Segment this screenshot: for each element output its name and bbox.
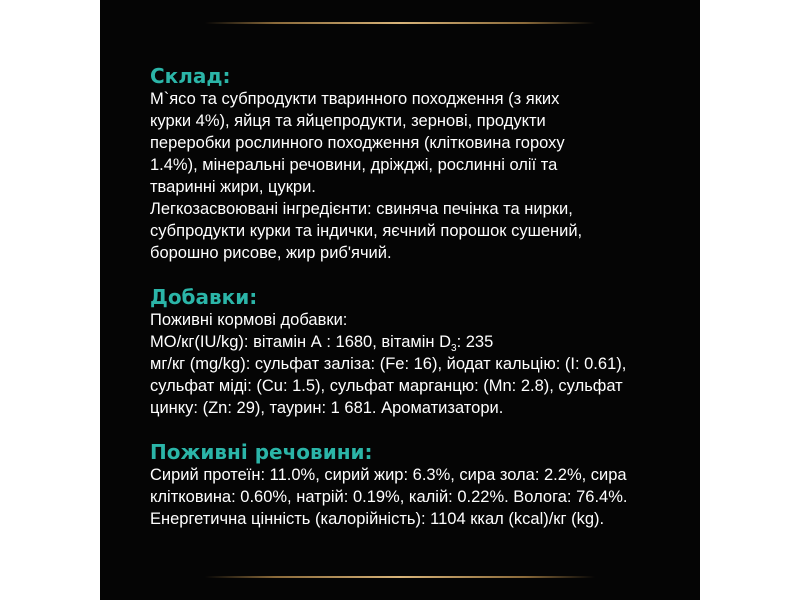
additives-heading: Добавки: [150,285,258,309]
label-panel [100,0,700,600]
vitamins-text: МО/кг(IU/kg): вітамін А : 1680, вітамін D [150,333,451,351]
composition-text-block [150,64,680,530]
composition-line: курки 4%), яйця та яйцепродукти, зернові, продукти [150,112,546,130]
bottom-gold-divider [205,576,595,578]
vitamin-d-value: : 235 [456,333,494,351]
composition-line: тваринні жири, цукри. [150,178,316,196]
nutrients-line: Сирий протеїн: 11.0%, сирий жир: 6.3%, сира зола: 2.2%, сира [150,466,627,484]
composition-line: Легкозасвоювані інгредієнти: свиняча печінка та нирки, [150,200,573,218]
nutrients-line: Енергетична цінність (калорійність): 1104 ккал (kcal)/кг (kg). [150,510,605,528]
section-nutrients [150,440,680,530]
nutrients-line: клітковина: 0.60%, натрій: 0.19%, калій: 0.22%. Волога: 76.4%. [150,488,628,506]
composition-line: переробки рослинного походження (клітковина гороху [150,134,565,152]
composition-line: 1.4%), мінеральні речовини, дріжджі, рослинні олії та [150,156,558,174]
additives-line: мг/кг (mg/kg): сульфат заліза: (Fe: 16), йодат кальцію: (I: 0.61), [150,355,627,373]
additives-vitamins-line [150,331,680,353]
composition-line: борошно рисове, жир риб'ячий. [150,244,392,262]
top-gold-divider [205,22,595,24]
composition-line: М`ясо та субпродукти тваринного походження (з яких [150,90,560,108]
composition-heading: Склад: [150,64,231,88]
vitamin-d-subscript: 3 [451,343,457,354]
nutrients-heading: Поживні речовини: [150,440,373,464]
additives-line: сульфат міді: (Cu: 1.5), сульфат марганцю: (Mn: 2.8), сульфат [150,377,623,395]
additives-line: Поживні кормові добавки: [150,311,348,329]
section-additives [150,285,680,419]
composition-line: субпродукти курки та індички, яєчний порошок сушений, [150,222,583,240]
section-composition [150,64,680,264]
additives-line: цинку: (Zn: 29), таурин: 1 681. Ароматизатори. [150,399,504,417]
